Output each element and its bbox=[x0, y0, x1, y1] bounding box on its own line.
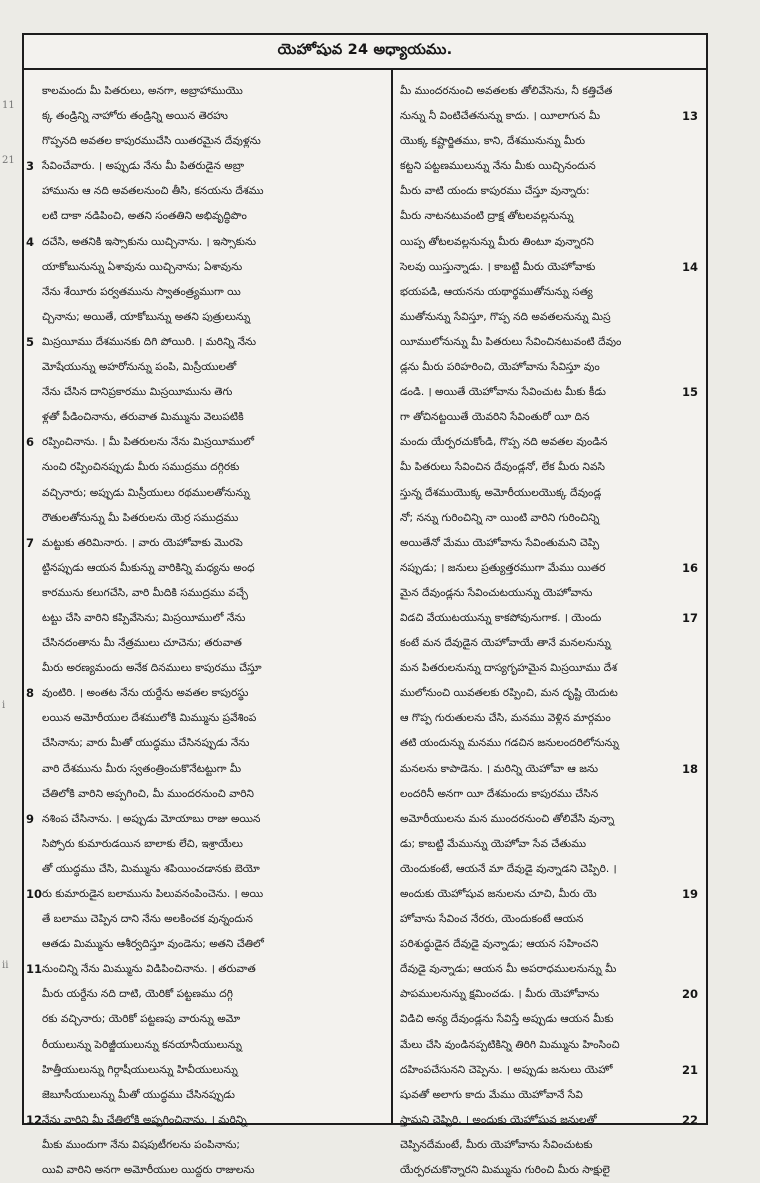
line-text: మీకు ముందుగా నేను విషపుటీగలను పంపినాను; bbox=[42, 1138, 240, 1151]
line-text: డ్లను మీరు పరిహరించి, యెహోవాను సేవిస్తూ వుం bbox=[400, 361, 600, 374]
text-line bbox=[396, 1158, 702, 1183]
line-text: పరిశుద్ధుడైన దేవుడై వున్నాడు; ఆయన సహించని bbox=[400, 938, 599, 951]
text-line bbox=[396, 79, 702, 104]
text-line bbox=[396, 857, 702, 882]
line-text: మీ ముందరనుంచి అవతలకు తోలివేసెను, నీ కత్తిచేత bbox=[400, 85, 613, 97]
line-text: గొప్పనది అవతల కాపురముచేసి యితరమైన దేవుళ్లను bbox=[42, 135, 261, 148]
text-line bbox=[24, 631, 386, 656]
verse-number: 5 bbox=[26, 334, 35, 349]
line-text: మీరు యర్దేను నది దాటి, యెరికో పట్టణము దగ్గి bbox=[42, 988, 233, 1001]
text-line bbox=[396, 430, 702, 455]
line-text: నప్పుడు; । జనులు ప్రత్యుత్తరముగా మేము యితర bbox=[400, 561, 606, 574]
text-line bbox=[24, 731, 386, 756]
line-text: మన పితరులనున్ను దాస్యగృహమైన మిస్రయీము దేశ bbox=[400, 662, 618, 675]
line-text: సెలవు యిస్తున్నాడు. । కాబట్టి మీరు యెహోవాకు bbox=[400, 260, 596, 273]
column-divider bbox=[391, 70, 393, 1123]
text-line bbox=[24, 330, 386, 355]
line-text: ళ్లతో పీడించినాను, తరువాత మిమ్మును వెలుపటికి bbox=[42, 411, 244, 424]
text-line bbox=[396, 807, 702, 832]
line-text: వచ్చినారు; అప్పుడు మిస్రీయులు రథములతోనున్ను bbox=[42, 486, 250, 499]
text-line bbox=[396, 832, 702, 857]
text-line bbox=[396, 104, 702, 129]
line-text: కట్టని పట్టణములున్ను నేను మీకు యిచ్చినందున bbox=[400, 160, 596, 173]
text-line bbox=[396, 204, 702, 229]
line-text: లయిన అమోరీయుల దేశములోకి మిమ్మును ప్రవేశింప bbox=[42, 712, 257, 725]
text-line bbox=[24, 1058, 386, 1083]
line-text: పాపములనున్ను క్షమించడు. । మీరు యెహోవాను bbox=[400, 988, 600, 1001]
line-text: కారమును కలుగచేసి, వారి మీదికి సముద్రము వచ్చే bbox=[42, 586, 248, 599]
line-text: మీరు నాటనటువంటి ద్రాక్ష తోటలవల్లనున్ను bbox=[400, 210, 574, 223]
text-line bbox=[24, 957, 386, 982]
line-text: రీయులున్ను పెరిజ్జీయులున్ను కనయానీయులున్ను bbox=[42, 1038, 242, 1051]
text-line bbox=[396, 455, 702, 480]
text-line bbox=[396, 531, 702, 556]
line-text: చేసినాను; వారు మీతో యుద్ధము చేసినప్పుడు నేను bbox=[42, 737, 250, 750]
text-line bbox=[24, 857, 386, 882]
verse-number: 19 bbox=[681, 887, 698, 901]
line-text: యేర్పరచుకొన్నారని మిమ్మును గురించి మీరు సాక్షులై bbox=[400, 1164, 610, 1177]
text-line bbox=[396, 129, 702, 154]
text-line bbox=[396, 631, 702, 656]
line-text: మోషేయున్ను అహరోనున్ను పంపి, మిస్రీయులతో bbox=[42, 361, 237, 374]
line-text: తే బలాము చెప్పిన దాని నేను అలకించక వున్నందున bbox=[42, 913, 253, 926]
verse-number: 11 bbox=[26, 962, 43, 977]
text-line bbox=[24, 481, 386, 506]
line-text: రకు వచ్చినారు; యెరికో పట్టణపు వారున్ను అమో bbox=[42, 1013, 241, 1026]
line-text: దహింపచేసునని చెప్పెను. । అప్పుడు జనులు యెహో bbox=[400, 1063, 613, 1076]
line-text: లందరినీ అనగా యీ దేశమందు కాపురము చేసిన bbox=[400, 787, 599, 800]
verse-number: 17 bbox=[681, 610, 698, 625]
text-line bbox=[24, 807, 386, 832]
text-line bbox=[24, 1007, 386, 1032]
text-line bbox=[24, 706, 386, 731]
line-text: భయపడి, ఆయనను యథార్థముతోనున్ను సత్య bbox=[400, 285, 593, 298]
line-text: ములోనుంచి యివతలకు రప్పించి, మన దృష్టి యెదుట bbox=[400, 687, 618, 700]
line-text: కంటే మన దేవుడైన యెహోవాయే తానే మనలనున్ను bbox=[400, 637, 611, 650]
text-line bbox=[24, 179, 386, 204]
line-text: చేతిలోకి వారిని అప్పగించి, మీ ముందరనుంచి వారిని bbox=[42, 787, 254, 800]
text-line bbox=[24, 79, 386, 104]
text-line bbox=[24, 681, 386, 706]
line-text: అందుకు యెహోషువ జనులను చూచి, మీరు యె bbox=[400, 888, 597, 900]
text-line bbox=[24, 405, 386, 430]
text-line bbox=[24, 1033, 386, 1058]
line-text: తో యుద్ధము చేసి, మిమ్మును శపియించడానకు బెయో bbox=[42, 862, 260, 875]
line-text: వారి దేశమును మీరు స్వతంత్రించుకొనేటట్టుగా మీ bbox=[42, 762, 242, 775]
text-line bbox=[24, 1133, 386, 1158]
verse-number: 8 bbox=[26, 686, 35, 701]
text-line bbox=[24, 104, 386, 129]
line-text: హోవాను సేవించ నేరరు, యెందుకంటే ఆయన bbox=[400, 913, 584, 926]
line-text: యివి వారిని అనగా అమోరీయుల యిద్దరు రాజులను bbox=[42, 1164, 255, 1177]
text-line bbox=[396, 757, 702, 782]
text-line bbox=[396, 782, 702, 807]
text-line bbox=[24, 355, 386, 380]
text-line bbox=[24, 154, 386, 179]
line-text: చెప్పినదేమంటే, మీరు యెహోవాను సేవించుటకు bbox=[400, 1138, 593, 1151]
line-text: విడిచి అన్య దేవుండ్లను సేవిస్తే అప్పుడు ఆయన మీకు bbox=[400, 1013, 614, 1026]
verse-number: 6 bbox=[26, 435, 35, 450]
line-text: రౌతులతోనున్ను మీ పితరులను యెర్ర సముద్రము bbox=[42, 511, 239, 524]
margin-mark: 11 bbox=[2, 100, 15, 111]
line-text: డండి. । అయితే యెహోవాను సేవించుట మీకు కీడు bbox=[400, 386, 606, 399]
text-line bbox=[24, 531, 386, 556]
line-text: నున్ను నీ వింటిచేతనున్ను కాదు. । యీలాగున మీ bbox=[400, 110, 601, 123]
line-text: క్క తండ్రిన్ని నాహోరు తండ్రిన్ని అయిన తెరహు bbox=[42, 110, 228, 123]
text-line bbox=[396, 681, 702, 706]
line-text: స్తున్న దేశముయొక్క అమోరీయులయొక్క దేవుండ్ల bbox=[400, 486, 602, 499]
text-line bbox=[24, 1158, 386, 1183]
text-line bbox=[24, 230, 386, 255]
line-text: మైన దేవుండ్లను సేవించుటయున్ను యెహోవాను bbox=[400, 586, 593, 599]
verse-number: 18 bbox=[681, 761, 698, 776]
line-text: ముతోనున్ను సేవిస్తూ, గొప్ప నది అవతలనున్ను మిస్ర bbox=[400, 310, 611, 323]
line-text: మేలు చేసి వుండినప్పటికిన్ని తిరిగి మిమ్మును హింసించి bbox=[400, 1038, 620, 1051]
verse-number: 16 bbox=[681, 560, 698, 575]
text-line bbox=[396, 154, 702, 179]
line-text: యొక్క కష్టార్జితము, కాని, దేశమునున్ను మీరు bbox=[400, 135, 586, 148]
line-text: మనలను కాపాడెను. । మరిన్ని యెహోవా ఆ జను bbox=[400, 762, 599, 775]
text-line bbox=[24, 204, 386, 229]
line-text: మందు యేర్పరచుకోండి, గొప్ప నది అవతల వుండిన bbox=[400, 436, 608, 449]
line-text: రు కుమారుడైన బలామును పిలువనంపించెను. । అయి bbox=[42, 888, 264, 900]
line-text: ఆ గొప్ప గురుతులను చేసి, మనము వెళ్లిన మార్గమం bbox=[400, 712, 611, 725]
line-text: దచేసి, అతనికి ఇస్సాకును యిచ్చినాను. । ఇస్సాకును bbox=[42, 235, 257, 248]
line-text: మీరు అరణ్యమందు అనేక దినములు కాపురము చేస్తూ bbox=[42, 662, 262, 675]
verse-number: 10 bbox=[26, 887, 43, 901]
verse-number: 14 bbox=[681, 259, 698, 274]
text-line bbox=[396, 230, 702, 255]
text-line bbox=[396, 606, 702, 631]
text-line bbox=[396, 1083, 702, 1108]
scripture-page bbox=[22, 33, 708, 1177]
text-line bbox=[24, 882, 386, 907]
text-line bbox=[396, 355, 702, 380]
line-text: వుంటిరి. । అంతట నేను యర్దేను అవతల కాపురస్థు bbox=[42, 687, 249, 700]
text-line bbox=[24, 932, 386, 957]
line-text: యాకోబునున్ను ఏశావును యిచ్చినాను; ఏశావును bbox=[42, 260, 243, 273]
text-line bbox=[396, 179, 702, 204]
line-text: సిప్పోరు కుమారుడయిన బాలాకు లేచి, ఇశ్రాయేలు bbox=[42, 837, 243, 850]
text-line bbox=[24, 757, 386, 782]
line-text: హామును ఆ నది అవతలనుంచి తీసి, కనయను దేశము bbox=[42, 185, 264, 198]
text-line bbox=[396, 481, 702, 506]
line-text: జెబూసీయులున్ను మీతో యుద్ధము చేసినప్పుడు bbox=[42, 1088, 235, 1101]
line-text: అమోరీయులను మన ముందరనుంచి తోలివేసి వున్నా bbox=[400, 812, 615, 825]
verse-number: 20 bbox=[681, 987, 698, 1002]
line-text: నో; నన్ను గురించిన్ని నా యింటి వారిని గురించిన్ని bbox=[400, 511, 600, 524]
line-text: గా తోచినట్టయితే యెవరిని సేవింతురో యీ దిన bbox=[400, 411, 590, 424]
line-text: స్తామని చెప్పిరి. । అందుకు యెహోషువ జనులతో bbox=[400, 1113, 597, 1126]
verse-number: 22 bbox=[681, 1112, 698, 1127]
text-line bbox=[396, 506, 702, 531]
verse-number: 12 bbox=[26, 1112, 43, 1127]
text-line bbox=[396, 932, 702, 957]
line-text: నశింప చేసినాను. । అప్పుడు మోయాబు రాజు అయిన bbox=[42, 812, 261, 825]
text-line bbox=[24, 656, 386, 681]
text-line bbox=[396, 706, 702, 731]
text-line bbox=[396, 957, 702, 982]
text-line bbox=[24, 832, 386, 857]
text-line bbox=[396, 255, 702, 280]
line-text: అయితేనో మేము యెహోవాను సేవింతుమని చెప్పి bbox=[400, 536, 600, 549]
text-line bbox=[24, 556, 386, 581]
text-line bbox=[24, 982, 386, 1007]
text-line bbox=[24, 430, 386, 455]
text-line bbox=[24, 255, 386, 280]
text-line bbox=[396, 907, 702, 932]
text-line bbox=[396, 1133, 702, 1158]
page-title: యెహోషువ 24 అధ్యాయము. bbox=[24, 35, 706, 70]
text-line bbox=[24, 129, 386, 154]
margin-mark: 21 bbox=[2, 155, 15, 166]
text-line bbox=[24, 506, 386, 531]
text-line bbox=[396, 405, 702, 430]
text-line bbox=[396, 882, 702, 907]
text-line bbox=[396, 656, 702, 681]
line-text: మీరు వాటి యందు కాపురము చేస్తూ వున్నారు: bbox=[400, 185, 590, 198]
line-text: యీములోనున్ను మీ పితరులు సేవించినటువంటి దేవుం bbox=[400, 335, 622, 348]
line-text: మిస్రయీము దేశమునకు దిగి పోయిరి. । మరిన్ని నేను bbox=[42, 335, 257, 348]
right-column bbox=[396, 79, 702, 1183]
line-text: తటి యందున్ను మనము గడచిన జనులందరిలోనున్ను bbox=[400, 737, 619, 750]
line-text: హిత్తీయులున్ను గిర్గాషీయులున్ను హివీయులున్ను bbox=[42, 1063, 238, 1076]
text-line bbox=[396, 731, 702, 756]
line-text: ట్టినప్పుడు ఆయన మీకున్ను వారికిన్ని మధ్యను అంధ bbox=[42, 561, 255, 574]
line-text: యెందుకంటే, ఆయనే మా దేవుడై వున్నాడని చెప్పిరి. । bbox=[400, 862, 617, 875]
text-line bbox=[396, 1058, 702, 1083]
verse-number: 3 bbox=[26, 159, 35, 174]
text-line bbox=[24, 380, 386, 405]
line-text: మీ పితరులు సేవించిన దేవుండ్లనో, లేక మీరు నివసి bbox=[400, 461, 605, 474]
line-text: చేసినదంతాను మీ నేత్రములు చూచెను; తరువాత bbox=[42, 637, 242, 650]
verse-number: 7 bbox=[26, 535, 35, 550]
text-line bbox=[396, 305, 702, 330]
line-text: నుంచిన్ని నేను మిమ్మును విడిపించినాను. । తరువాత bbox=[42, 963, 256, 976]
text-line bbox=[24, 1108, 386, 1133]
line-text: లటి దాకా నడిపించి, అతని సంతతిని అభివృద్ధిపొం bbox=[42, 210, 247, 223]
text-line bbox=[24, 907, 386, 932]
text-line bbox=[396, 1033, 702, 1058]
text-line bbox=[24, 581, 386, 606]
text-line bbox=[396, 280, 702, 305]
verse-number: 4 bbox=[26, 234, 35, 249]
line-text: నుంచి రప్పించినప్పుడు మీరు సముద్రము దగ్గిరకు bbox=[42, 461, 240, 474]
text-line bbox=[396, 330, 702, 355]
verse-number: 15 bbox=[681, 385, 698, 400]
text-line bbox=[396, 556, 702, 581]
text-line bbox=[396, 1007, 702, 1032]
text-line bbox=[396, 581, 702, 606]
line-text: విడచి వేయుటయున్ను కాకపోవునుగాక. । యెందు bbox=[400, 611, 602, 624]
line-text: నేను చేసిన దానిప్రకారము మిస్రయీమును తెగు bbox=[42, 386, 233, 399]
margin-mark: i bbox=[2, 700, 6, 711]
text-line bbox=[24, 305, 386, 330]
line-text: చ్చినాను; అయితే, యాకోబున్ను అతని పుత్రులున్ను bbox=[42, 310, 251, 323]
line-text: టట్టు చేసి వారిని కప్పివేసెను; మిస్రయీములో నేను bbox=[42, 611, 246, 624]
verse-number: 9 bbox=[26, 811, 35, 826]
text-line bbox=[24, 1083, 386, 1108]
verse-number: 21 bbox=[681, 1062, 698, 1077]
verse-number: 13 bbox=[681, 109, 698, 124]
line-text: నేను వారిని మీ చేతిలోకి అప్పగించినాను. । మరిన్ని bbox=[42, 1113, 247, 1126]
left-column bbox=[24, 79, 386, 1183]
text-line bbox=[396, 380, 702, 405]
text-line bbox=[24, 606, 386, 631]
line-text: షువతో అలాగు కాదు మేము యెహోవానే సేవి bbox=[400, 1088, 583, 1101]
line-text: యిప్ప తోటలవల్లనున్ను మీరు తింటూ వున్నారని bbox=[400, 235, 594, 248]
text-line bbox=[396, 982, 702, 1007]
margin-mark: ii bbox=[2, 960, 9, 971]
line-text: మట్టుకు తరిమినారు. । వారు యెహోవాకు మొరపె bbox=[42, 536, 243, 549]
line-text: నేను శేయీరు పర్వతమును స్వాతంత్ర్యముగా యి bbox=[42, 285, 241, 298]
line-text: కాలమందు మీ పితరులు, అనగా, అబ్రాహాముయొ bbox=[42, 85, 243, 97]
line-text: సేవించేవారు. । అప్పుడు నేను మీ పితరుడైన అబ్రా bbox=[42, 160, 245, 173]
line-text: దేవుడై వున్నాడు; ఆయన మీ అపరాధములనున్ను మీ bbox=[400, 963, 617, 976]
text-line bbox=[24, 455, 386, 480]
text-line bbox=[24, 280, 386, 305]
text-line bbox=[396, 1108, 702, 1133]
text-line bbox=[24, 782, 386, 807]
line-text: రప్పించినాను. । మీ పితరులను నేను మిస్రయీములో bbox=[42, 436, 255, 449]
line-text: డు; కాబట్టి మేమున్ను యెహోవా సేవ చేతుము bbox=[400, 837, 587, 850]
line-text: ఆతడు మిమ్మును ఆశీర్వదిస్తూ వుండెను; అతని చేతిలో bbox=[42, 938, 264, 951]
